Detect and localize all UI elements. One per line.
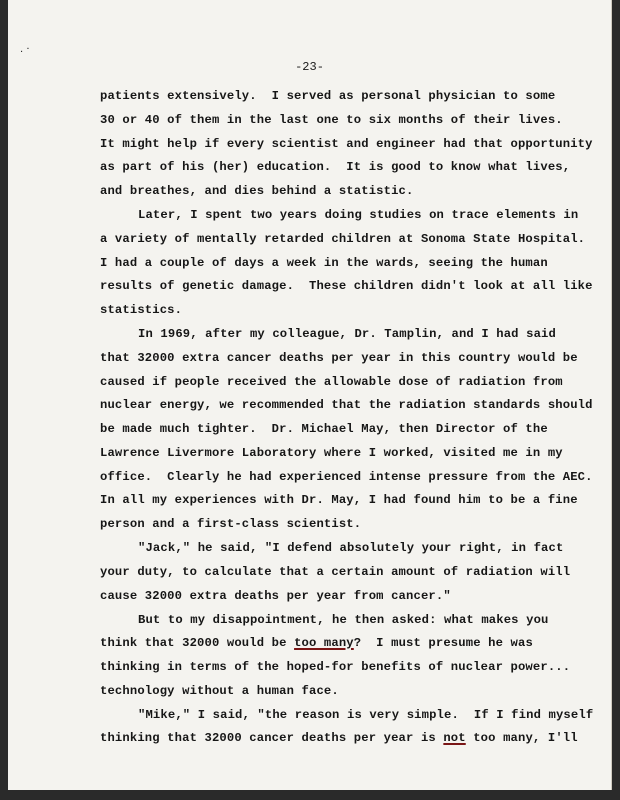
text-segment: thinking that 32000 cancer deaths per year is — [100, 731, 444, 745]
page-number: -23- — [295, 60, 324, 74]
text-line: cause 32000 extra deaths per year from cancer." — [100, 589, 451, 603]
text-line: person and a first-class scientist. — [100, 517, 362, 531]
underlined-word: not — [443, 731, 466, 745]
corner-marks: . · — [20, 44, 30, 55]
text-line: results of genetic damage. These children didn't look at all like — [100, 279, 593, 293]
text-line: I had a couple of days a week in the wards, seeing the human — [100, 256, 548, 270]
text-line: patients extensively. I served as personal physician to some — [100, 89, 556, 103]
text-line: Lawrence Livermore Laboratory where I worked, visited me in my — [100, 446, 563, 460]
text-line: It might help if every scientist and engineer had that opportunity — [100, 137, 593, 151]
text-line: Later, I spent two years doing studies on trace elements in — [138, 208, 579, 222]
text-line: In all my experiences with Dr. May, I had found him to be a fine — [100, 493, 578, 507]
text-line: and breathes, and dies behind a statistic. — [100, 184, 414, 198]
text-line-underlined — [100, 731, 578, 745]
underlined-phrase: too many — [294, 636, 354, 650]
text-line: nuclear energy, we recommended that the radiation standards should — [100, 398, 593, 412]
text-segment: ? I must presume he was — [353, 636, 533, 650]
text-line: as part of his (her) education. It is good to know what lives, — [100, 160, 571, 174]
text-line: a variety of mentally retarded children at Sonoma State Hospital. — [100, 232, 586, 246]
text-segment: too many, I'll — [465, 731, 578, 745]
text-line: be made much tighter. Dr. Michael May, then Director of the — [100, 422, 548, 436]
text-line: 30 or 40 of them in the last one to six months of their lives. — [100, 113, 563, 127]
text-line: that 32000 extra cancer deaths per year in this country would be — [100, 351, 578, 365]
text-line: "Jack," he said, "I defend absolutely your right, in fact — [138, 541, 564, 555]
text-segment: think that 32000 would be — [100, 636, 295, 650]
typed-page — [8, 0, 612, 790]
text-line-underlined — [100, 636, 533, 650]
text-line: thinking in terms of the hoped-for benefits of nuclear power... — [100, 660, 571, 674]
text-line: statistics. — [100, 303, 183, 317]
text-line: But to my disappointment, he then asked: what makes you — [138, 613, 549, 627]
text-line: office. Clearly he had experienced intense pressure from the AEC. — [100, 470, 593, 484]
text-line: In 1969, after my colleague, Dr. Tamplin, and I had said — [138, 327, 556, 341]
text-line: your duty, to calculate that a certain amount of radiation will — [100, 565, 571, 579]
text-line: technology without a human face. — [100, 684, 339, 698]
text-line: caused if people received the allowable dose of radiation from — [100, 375, 563, 389]
text-line: "Mike," I said, "the reason is very simple. If I find myself — [138, 708, 594, 722]
